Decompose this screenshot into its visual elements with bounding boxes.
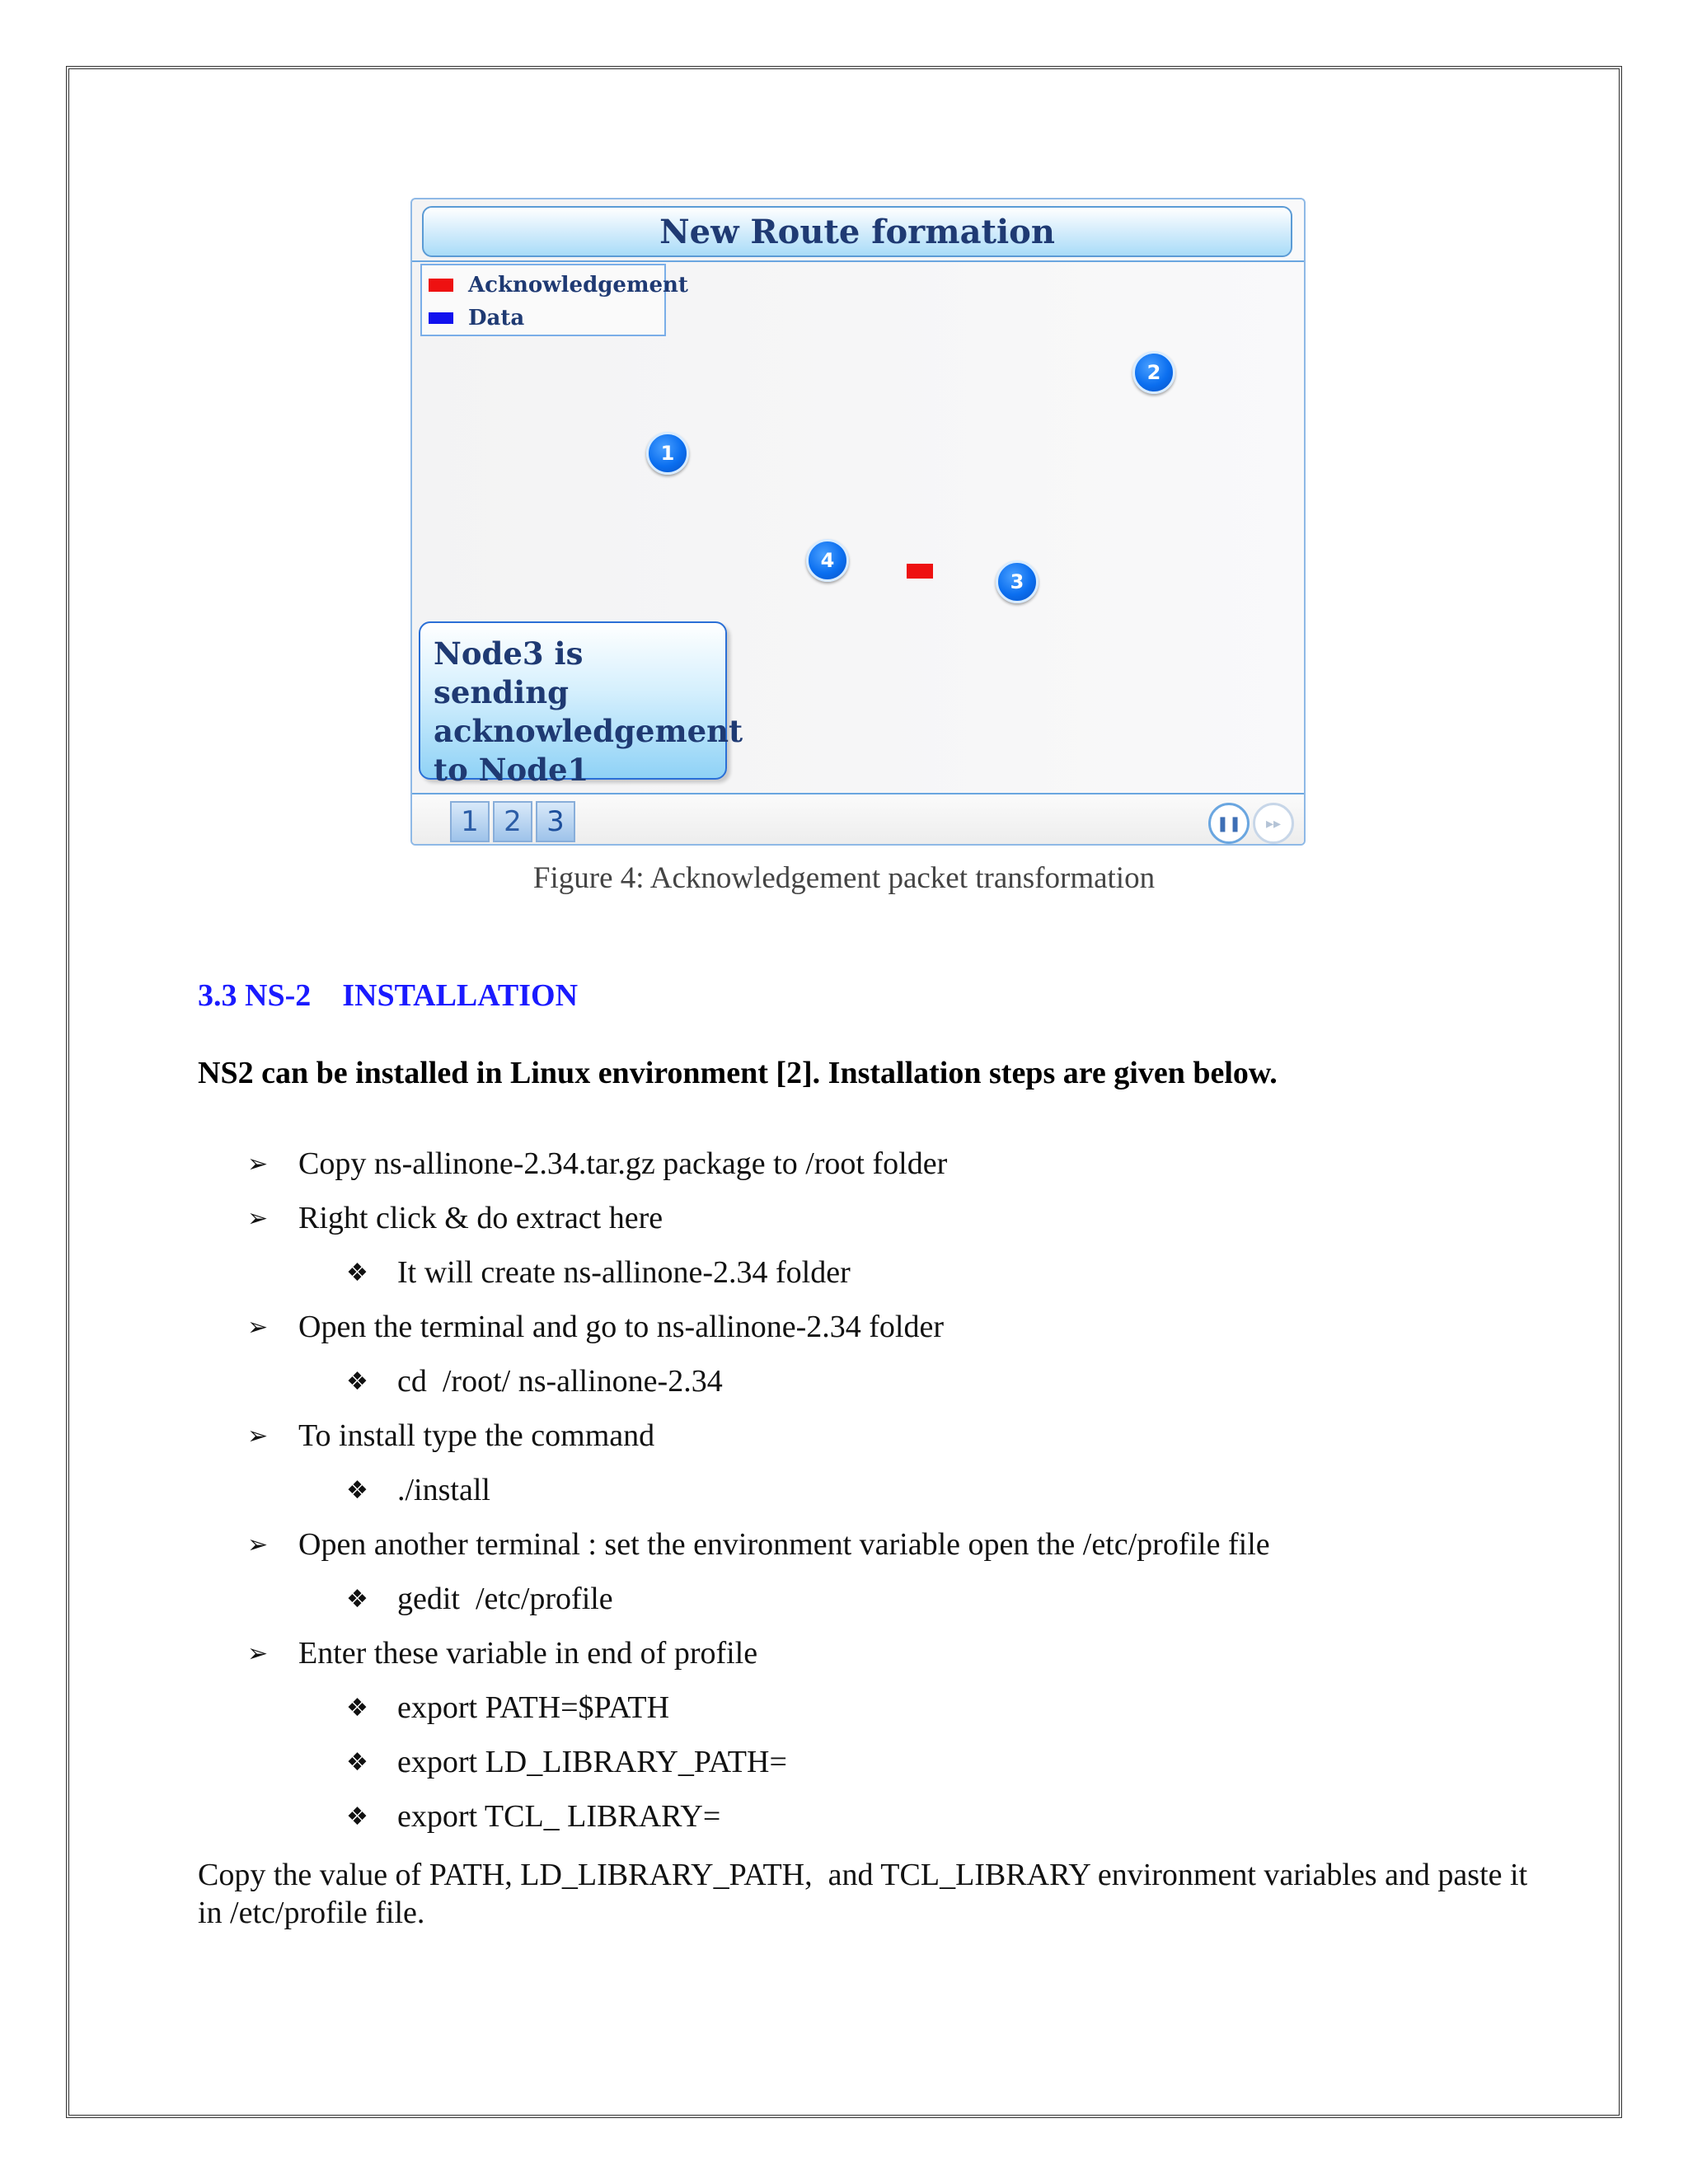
network-node-1: 1 <box>646 432 689 475</box>
legend-label: Data <box>468 306 525 330</box>
page-button-2[interactable]: 2 <box>493 801 532 842</box>
figure-caption: Figure 4: Acknowledgement packet transformation <box>532 861 1156 895</box>
acknowledgement-packet <box>907 564 933 579</box>
sub-step-item <box>346 1744 787 1780</box>
legend <box>420 264 688 336</box>
legend-item-data <box>429 303 524 333</box>
diamond-bullet-icon: ❖ <box>346 1693 368 1722</box>
step-item <box>247 1309 944 1345</box>
sub-step-item <box>346 1472 490 1508</box>
sub-step-item <box>346 1254 851 1291</box>
sub-step-text: gedit /etc/profile <box>397 1582 613 1616</box>
arrow-bullet-icon: ➢ <box>247 1203 269 1233</box>
step-text: Right click & do extract here <box>298 1201 663 1235</box>
page-button-1[interactable]: 1 <box>450 801 490 842</box>
legend-swatch-red <box>429 279 453 292</box>
arrow-bullet-icon: ➢ <box>247 1638 269 1668</box>
step-text: Open the terminal and go to ns-allinone-2.34 folder <box>298 1310 945 1344</box>
section-heading: 3.3 NS-2 INSTALLATION <box>198 978 579 1013</box>
network-node-2: 2 <box>1132 351 1175 394</box>
status-callout <box>419 621 743 788</box>
intro-paragraph: NS2 can be installed in Linux environment [2]. Installation steps are given below. <box>198 1056 1278 1090</box>
sub-step-item <box>346 1363 723 1399</box>
page-button-3[interactable]: 3 <box>536 801 575 842</box>
legend-label: Acknowledgement <box>468 273 688 298</box>
playback-controls <box>412 793 1304 846</box>
arrow-bullet-icon: ➢ <box>247 1530 269 1559</box>
sub-step-text: export PATH=$PATH <box>397 1690 670 1725</box>
callout-text: Node3 is sending acknowledgement to Node1 <box>434 635 743 788</box>
fast-forward-button[interactable] <box>1253 803 1294 844</box>
network-node-3: 3 <box>996 560 1039 603</box>
sub-step-item <box>346 1690 669 1726</box>
step-text: To install type the command <box>298 1418 655 1453</box>
sub-step-item <box>346 1581 613 1617</box>
diamond-bullet-icon: ❖ <box>346 1802 368 1831</box>
arrow-bullet-icon: ➢ <box>247 1149 269 1179</box>
step-item <box>247 1200 663 1236</box>
figure-title-divider <box>412 260 1304 262</box>
legend-item-acknowledgement <box>429 270 688 300</box>
network-node-4: 4 <box>806 539 849 582</box>
diamond-bullet-icon: ❖ <box>346 1475 368 1505</box>
step-item <box>247 1526 1270 1563</box>
step-item <box>247 1635 757 1671</box>
diamond-bullet-icon: ❖ <box>346 1366 368 1396</box>
sub-step-item <box>346 1798 720 1835</box>
step-item <box>247 1418 654 1454</box>
diamond-bullet-icon: ❖ <box>346 1747 368 1777</box>
step-item <box>247 1146 947 1182</box>
sub-step-text: ./install <box>397 1473 490 1507</box>
arrow-bullet-icon: ➢ <box>247 1421 269 1451</box>
step-text: Copy ns-allinone-2.34.tar.gz package to /root folder <box>298 1146 948 1181</box>
legend-swatch-blue <box>429 312 453 324</box>
fast-forward-icon: ▸▸ <box>1265 814 1282 832</box>
arrow-bullet-icon: ➢ <box>247 1312 269 1342</box>
pause-icon: ❚❚ <box>1216 814 1242 832</box>
diamond-bullet-icon: ❖ <box>346 1258 368 1287</box>
sub-step-text: cd /root/ ns-allinone-2.34 <box>397 1364 723 1399</box>
sub-step-text: export TCL_ LIBRARY= <box>397 1799 721 1834</box>
figure-titlebar <box>422 206 1292 257</box>
route-animation-figure <box>410 198 1306 846</box>
sub-step-text: It will create ns-allinone-2.34 folder <box>397 1255 851 1290</box>
pause-button[interactable] <box>1208 803 1250 844</box>
figure-title: New Route formation <box>659 212 1055 251</box>
sub-step-text: export LD_LIBRARY_PATH= <box>397 1745 787 1779</box>
diamond-bullet-icon: ❖ <box>346 1584 368 1614</box>
closing-paragraph: Copy the value of PATH, LD_LIBRARY_PATH, and TCL_LIBRARY environment variables and paste it in /etc/profile file. <box>198 1858 1544 1930</box>
step-text: Open another terminal : set the environment variable open the /etc/profile file <box>298 1527 1270 1562</box>
step-text: Enter these variable in end of profile <box>298 1636 758 1671</box>
